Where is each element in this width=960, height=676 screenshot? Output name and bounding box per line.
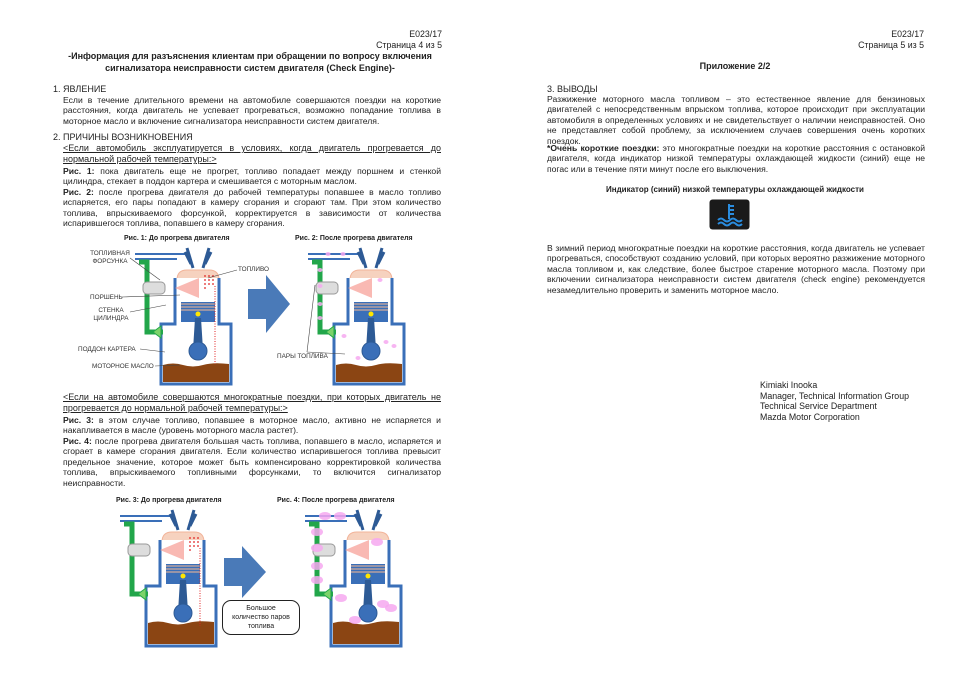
fig3-text: в этом случае топливо, попавшее в моторное масло, активно не испаряется и накапливается в масле (уровень моторного масла растет).: [63, 415, 441, 436]
label-injector: [90, 250, 130, 265]
piston-pin: [196, 312, 201, 317]
fuel-vapor: [311, 562, 323, 570]
fig4-caption: Рис. 4: После прогрева двигателя: [277, 495, 395, 504]
fuel-vapor: [378, 278, 383, 282]
fuel-vapor: [384, 340, 389, 344]
fuel-droplet: [193, 537, 195, 539]
fuel-vapor: [356, 356, 361, 360]
intake-pipe: [308, 254, 358, 259]
fuel-droplet: [208, 283, 210, 285]
note-label: *Очень короткие поездки:: [547, 143, 660, 153]
title-line-1: -Информация для разъяснения клиентам при обращении по вопросу включения: [68, 51, 432, 61]
blowby-return-pipe: [312, 262, 336, 332]
fuel-vapor: [311, 544, 323, 552]
intake-pipe: [120, 516, 170, 521]
fuel-droplet: [189, 541, 191, 543]
indicator-title: Индикатор (синий) низкой температуры охлаждающей жидкости: [606, 185, 864, 194]
fuel-droplet: [204, 279, 206, 281]
fuel-injector-icon: [316, 282, 338, 294]
fuel-droplet: [212, 279, 214, 281]
fuel-vapor: [335, 594, 347, 602]
arrow-right-icon: [224, 546, 266, 598]
label-fuel: ТОПЛИВО: [238, 266, 269, 273]
engine-oil: [333, 621, 399, 644]
signature-name: Kimiaki Inooka: [760, 380, 818, 390]
fig1-text: пока двигатель еще не прогрет, топливо попадает между поршнем и стенкой цилиндра, стекает в поддон картера и смешивается с моторным маслом.: [63, 166, 442, 187]
fuel-droplet: [189, 549, 191, 551]
fig4-label: Рис. 4:: [63, 436, 92, 446]
fuel-droplet: [193, 545, 195, 547]
fuel-droplet: [204, 287, 206, 289]
doc-id: E023/17: [891, 29, 924, 39]
fuel-injector-icon: [143, 282, 165, 294]
doc-id-left: [300, 29, 442, 51]
label-oil-sump: ПОДДОН КАРТЕРА: [78, 346, 136, 353]
section-3-text: Разжижение моторного масла топливом – это естественное явление для бензиновых двигателей с непосредственным впрыском топлива, которое происходит при эксплуатации автомобиля в определенных условиях и не свидетельствует о наличии неисправностей. Оно не представляет собой проблему, за исключением случаев совершения очень коротких поездок.: [547, 94, 925, 146]
fuel-droplet: [204, 275, 206, 277]
fuel-vapor: [371, 538, 383, 546]
return-arrow: [138, 588, 146, 600]
fuel-vapor: [341, 252, 346, 256]
return-arrow: [326, 326, 334, 338]
short-trips-note: [547, 143, 925, 174]
engine-oil: [148, 621, 214, 644]
fuel-vapor: [377, 600, 389, 608]
signature-title: Manager, Technical Information Group: [760, 390, 909, 401]
blowby-return-pipe: [124, 524, 148, 594]
label-cylinder-wall: СТЕНКА ЦИЛИНДРА: [93, 307, 129, 322]
fuel-vapor: [311, 528, 323, 536]
fig4-description: [63, 436, 441, 488]
fig2-label: Рис. 2:: [63, 187, 94, 197]
label-injector-text: ТОПЛИВНАЯ ФОРСУНКА: [90, 250, 130, 265]
fig3-label: Рис. 3:: [63, 415, 94, 425]
title-line-2: сигнализатора неисправности систем двигателя (Check Engine)-: [105, 62, 395, 73]
fuel-vapor: [318, 268, 323, 272]
fuel-droplet: [212, 275, 214, 277]
fuel-vapor: [342, 334, 347, 338]
label-piston: ПОРШЕНЬ: [90, 294, 123, 301]
fig1-label: Рис. 1:: [63, 166, 95, 176]
doc-id: E023/17: [409, 29, 442, 39]
valve-icon: [170, 510, 196, 530]
label-fuel-vapors: ПАРЫ ТОПЛИВА: [277, 353, 328, 360]
crankshaft: [174, 604, 192, 622]
fig3-description: [63, 415, 441, 436]
arrow-right-icon: [248, 275, 290, 333]
fig1-description: [63, 166, 441, 187]
return-arrow: [323, 588, 331, 600]
fuel-droplet: [208, 275, 210, 277]
fuel-droplet: [193, 541, 195, 543]
fuel-vapor: [349, 616, 361, 624]
fuel-vapor: [318, 316, 323, 320]
appendix-title: Приложение 2/2: [699, 61, 771, 71]
section-1-text: Если в течение длительного времени на автомобиле совершаются поездки на короткие расстояния, когда двигатель не успевает прогреваться, возможно попадание топлива в моторное масло и включение сигнализатора неисправности систем двигателя.: [63, 95, 441, 126]
fuel-vapor: [326, 252, 331, 256]
engine-diagram-fig4: [295, 508, 405, 648]
valve-icon: [358, 248, 384, 268]
signature-block: [760, 380, 909, 422]
fuel-droplet: [204, 283, 206, 285]
engine-diagram-fig2: [298, 246, 408, 386]
section-2-heading: 2. ПРИЧИНЫ ВОЗНИКНОВЕНИЯ: [53, 132, 193, 142]
intake-pipe: [135, 254, 185, 259]
fuel-vapor: [318, 302, 323, 306]
fuel-vapor: [311, 576, 323, 584]
page-title: [55, 51, 445, 74]
doc-id-right: [780, 29, 924, 51]
signature-department: Technical Service Department: [760, 401, 877, 412]
fig2-caption: Рис. 2: После прогрева двигателя: [295, 233, 413, 242]
fuel-droplet: [197, 537, 199, 539]
fuel-droplet: [197, 545, 199, 547]
crankshaft: [359, 604, 377, 622]
fuel-vapor: [392, 344, 397, 348]
return-arrow: [153, 326, 161, 338]
piston-pin: [369, 312, 374, 317]
fig3-caption: Рис. 3: До прогрева двигателя: [116, 495, 222, 504]
crankshaft: [362, 342, 380, 360]
valve-icon: [355, 510, 381, 530]
coolant-temperature-icon: [709, 199, 750, 230]
note-text: это многократные поездки на короткие расстояния с остановкой двигателя, когда индикатор низкой температуры охлаждающей жидкости (синий) еще не погас или в течение пяти минут после его выключения.: [547, 143, 925, 174]
fuel-droplet: [212, 283, 214, 285]
label-engine-oil: МОТОРНОЕ МАСЛО: [92, 363, 154, 370]
winter-text: В зимний период многократные поездки на короткие расстояния, когда двигатель не успевает прогреваться, способствуют созданию условий, при которых вероятно разжижение моторного масла топливом и, как следствие, более быстрое старение моторного масла. Поэтому при включении сигнализатора неисправности систем двигателя (check engine) рекомендуется незамедлительно проверить и заменить моторное масло.: [547, 243, 925, 295]
fig4-text: после прогрева двигателя большая часть топлива, попавшего в масло, испаряется и сгорает в камере сгорания двигателя. Если количество испарившегося топлива превысит предельное значение, которое может быть компенсировано корректировкой количества топлива, впрыскиваемого топливными форсунками, то включится сигнализатор неисправности.: [63, 436, 441, 488]
engine-diagram-fig3: [110, 508, 220, 648]
fuel-vapor: [318, 284, 323, 288]
condition-2: <Если на автомобиле совершаются многократные поездки, при которых двигатель не прогревается до нормальной рабочей температуры:>: [63, 392, 441, 413]
page-number: Страница 5 из 5: [858, 40, 924, 50]
fig1-caption: Рис. 1: До прогрева двигателя: [124, 233, 230, 242]
valve-icon: [185, 248, 211, 268]
fig2-text: после прогрева двигателя до рабочей температуры попавшее в масло топливо испаряется, его пары попадают в камеру сгорания и сгорают там. При этом количество топлива, впрыскиваемого форсункой, корректируется в зависимости от количества испарившегося топлива, попавшего в камеру сгорания.: [63, 187, 441, 229]
fuel-droplet: [208, 279, 210, 281]
page-number: Страница 4 из 5: [376, 40, 442, 50]
signature-company: Mazda Motor Corporation: [760, 411, 860, 422]
fuel-droplet: [197, 541, 199, 543]
blowby-return-pipe: [139, 262, 163, 332]
piston-pin: [181, 574, 186, 579]
section-3-heading: 3. ВЫВОДЫ: [547, 84, 598, 94]
fuel-injector-icon: [128, 544, 150, 556]
fuel-droplet: [189, 545, 191, 547]
fuel-vapor: [319, 512, 331, 520]
crankshaft: [189, 342, 207, 360]
section-1-heading: 1. ЯВЛЕНИЕ: [53, 84, 107, 94]
fig2-description: [63, 187, 441, 229]
callout-fuel-vapors: Большое количество паров топлива: [222, 600, 300, 635]
piston-pin: [366, 574, 371, 579]
fuel-vapor: [334, 512, 346, 520]
fuel-droplet: [189, 537, 191, 539]
condition-1: <Если автомобиль эксплуатируется в условиях, когда двигатель прогревается до нормальной рабочей температуры:>: [63, 143, 441, 164]
